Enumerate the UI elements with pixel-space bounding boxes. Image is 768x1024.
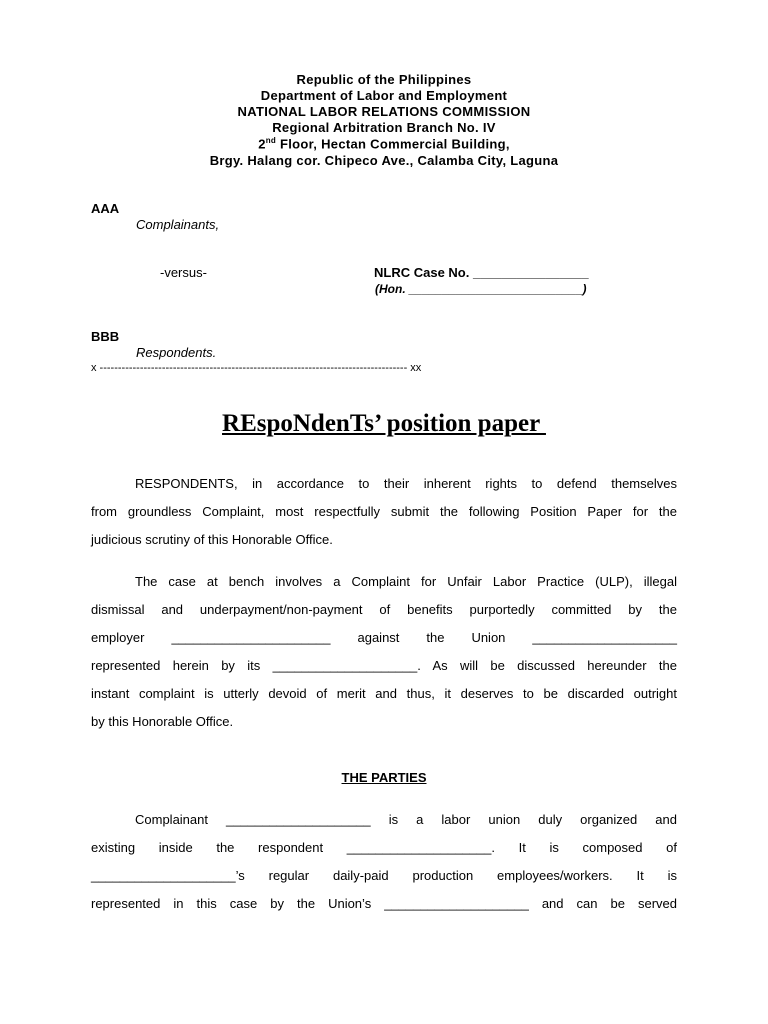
paragraph-line: employer ______________________ against the Union ____________________	[91, 630, 677, 645]
hon-line: (Hon. __________________________)	[375, 282, 587, 296]
intro-paragraph-2	[91, 568, 677, 736]
paragraph-line: dismissal and underpayment/non-payment of benefits purportedly committed by the	[91, 602, 677, 617]
header-republic: Republic of the Philippines	[296, 72, 472, 87]
complainant-name: AAA	[91, 201, 120, 216]
paragraph-line: judicious scrutiny of this Honorable Office.	[91, 532, 333, 547]
paragraph-line: from groundless Complaint, most respectfully submit the following Position Paper for the	[91, 504, 677, 519]
paragraph-line: existing inside the respondent ____________________. It is composed of	[91, 840, 677, 855]
floor-ordinal: nd	[265, 136, 277, 145]
complainant-role: Complainants,	[136, 217, 220, 232]
intro-paragraph-1	[91, 470, 677, 554]
section-heading-parties: THE PARTIES	[341, 770, 427, 785]
case-number: NLRC Case No. ________________	[374, 265, 589, 280]
header-address: Brgy. Halang cor. Chipeco Ave., Calamba City, Laguna	[209, 153, 559, 168]
paragraph-line: represented in this case by the Union’s ____________________ and can be served	[91, 896, 677, 911]
floor-number: 2	[258, 136, 266, 152]
parties-paragraph	[91, 806, 677, 918]
caption-separator: x ------------------------------------------------------------------------------------ xx	[91, 362, 422, 374]
paragraph-line: The case at bench involves a Complaint for Unfair Labor Practice (ULP), illegal	[135, 574, 677, 589]
header-floor	[0, 136, 768, 151]
header-branch: Regional Arbitration Branch No. IV	[272, 120, 496, 135]
paragraph-line: RESPONDENTS, in accordance to their inherent rights to defend themselves	[135, 476, 677, 491]
floor-building: Floor, Hectan Commercial Building,	[276, 136, 510, 152]
respondent-role: Respondents.	[136, 345, 217, 360]
respondent-name: BBB	[91, 329, 120, 344]
paragraph-line: instant complaint is utterly devoid of merit and thus, it deserves to be discarded outright	[91, 686, 677, 701]
paragraph-line: represented herein by its ____________________. As will be discussed hereunder the	[91, 658, 677, 673]
header-department: Department of Labor and Employment	[260, 88, 508, 103]
paragraph-line: Complainant ____________________ is a labor union duly organized and	[135, 812, 677, 827]
document-title: REspoNdenTs’ position paper	[222, 410, 546, 437]
header-commission: NATIONAL LABOR RELATIONS COMMISSION	[237, 104, 531, 119]
versus-label: -versus-	[160, 265, 207, 280]
paragraph-line: by this Honorable Office.	[91, 714, 234, 729]
paragraph-line: ____________________’s regular daily-paid production employees/workers. It is	[91, 868, 677, 883]
